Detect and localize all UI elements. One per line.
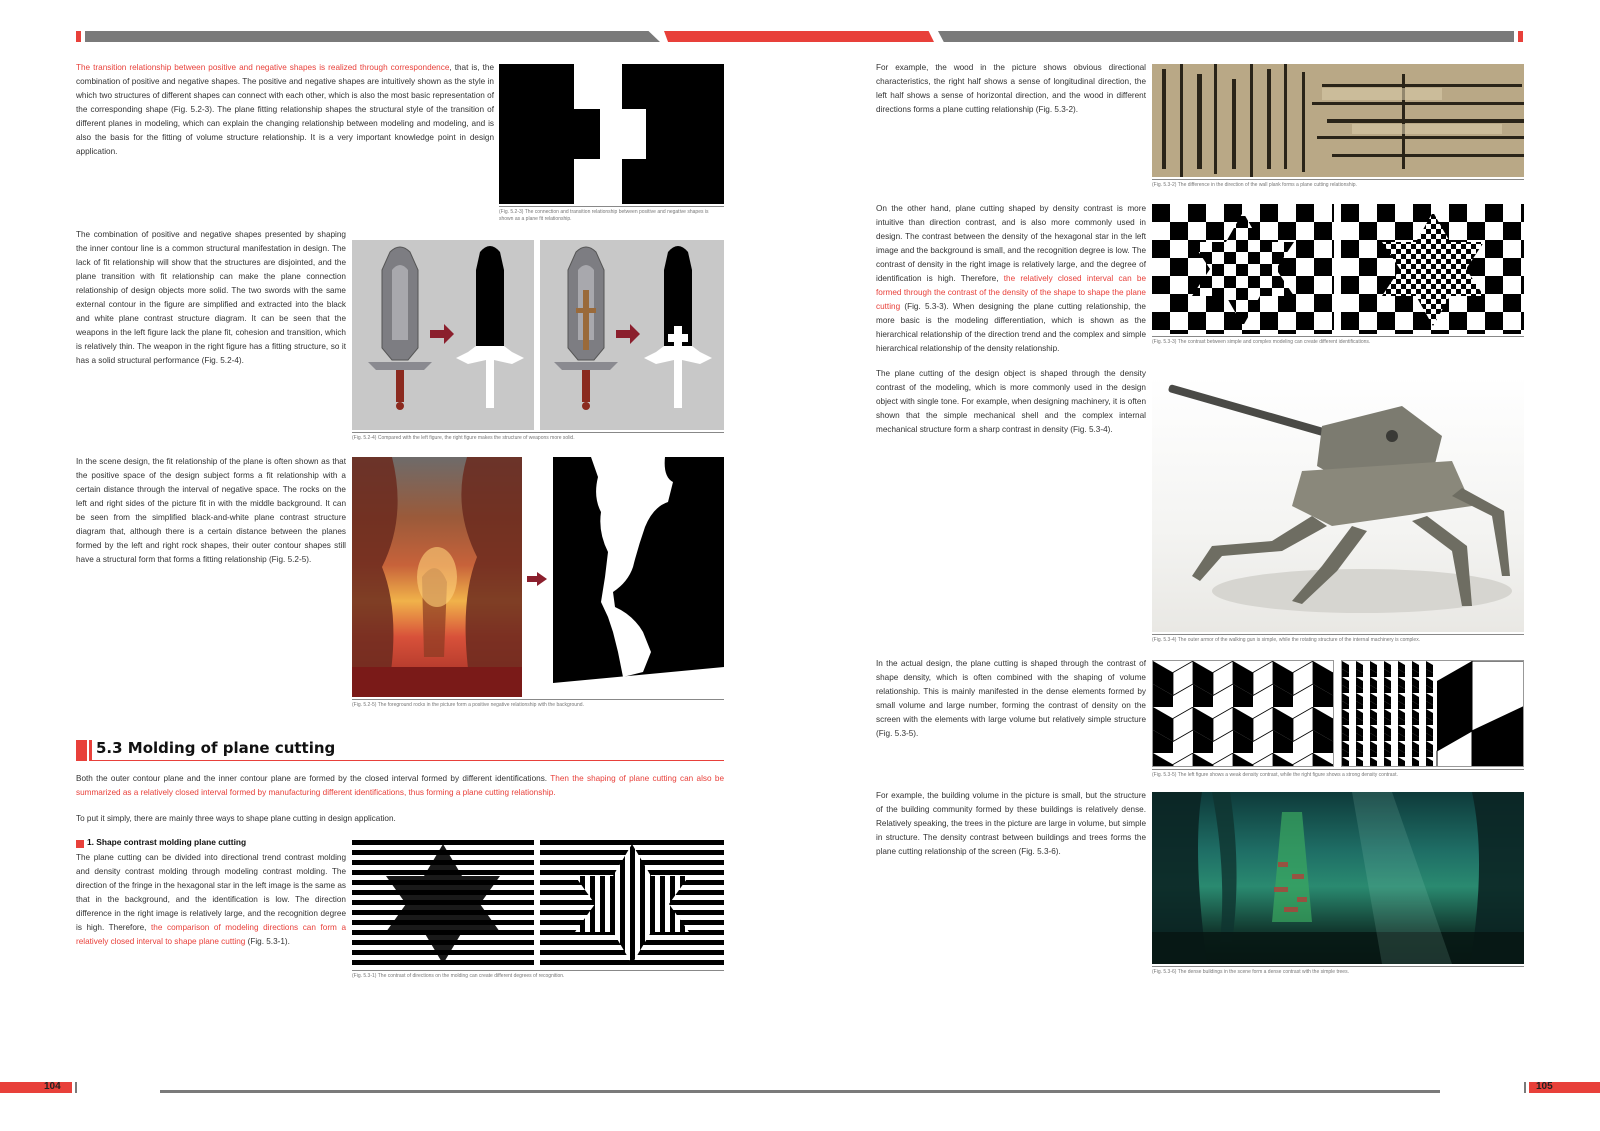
cubes-weak-density	[1153, 661, 1334, 767]
left-paragraph-5: To put it simply, there are mainly three ways to shape plane cutting in design application.	[76, 814, 396, 823]
top-bar-gray-left	[85, 31, 660, 42]
left-p6-end: (Fig. 5.3-1).	[245, 937, 290, 946]
walking-gun-mech-image	[1152, 376, 1524, 632]
canyon-scene-image	[352, 457, 522, 697]
figure-5-3-1-right	[540, 840, 724, 968]
right-paragraph-4: In the actual design, the plane cutting is shaped through the contrast of shape density, which is often combined with the shaping of volume relationship. This is mainly manifested in the dense elements formed by small volume and large number, forming the contrast of density on the screen with the elements with large volume but relatively simple structure (Fig. 5.3-5).	[876, 659, 1146, 738]
right-paragraph-1: For example, the wood in the picture shows obvious directional characteristics, the right half shows a sense of longitudinal direction, the left half shows a sense of horizontal direction, and the wood in different directions forms a plane cutting relationship (Fig. 5.3-2).	[876, 63, 1146, 114]
left-p1-body: , that is, the combination of positive and negative shapes. The positive and negative shapes are intuitively shown as the style in which two structures of different shapes can connect with each other, which is also the most basic representation of the corresponding shape (Fig. 5.2-3). The plane fitting relationship shapes the structural style of the transition of different planes in modeling, which can explain the changing relationship between modeling and modeling, and is also the basis for the fitting of volume structure relationship. It is a very important knowledge point in design application.	[76, 63, 494, 156]
figure-5-3-3-right	[1341, 204, 1524, 334]
red-arrow-icon	[527, 572, 547, 586]
right-paragraph-2	[876, 202, 1146, 356]
caption-5-2-5: (Fig. 5.2-5) The foreground rocks in the picture form a positive negative relationship with the background.	[352, 699, 724, 709]
right-paragraph-3: The plane cutting of the design object is shaped through the density contrast of the modeling, which is more commonly used in the design object with single tone. For example, when designing machinery, it is often shown that the simple mechanical shell and the complex internal mechanical structure form a sharp contrast in density (Fig. 5.3-4).	[876, 369, 1146, 434]
figure-5-3-5-right	[1341, 660, 1524, 767]
top-bar-gray-right	[938, 31, 1514, 42]
caption-5-3-2: (Fig. 5.3-2) The difference in the direction of the wall plank forms a plane cutting relationship.	[1152, 179, 1524, 189]
figure-5-3-4	[1152, 376, 1524, 632]
caption-5-3-1: (Fig. 5.3-1) The contrast of directions on the molding can create different degrees of recognition.	[352, 970, 724, 980]
footer-divider-right	[1524, 1082, 1526, 1093]
figure-5-3-6	[1152, 792, 1524, 964]
left-p1-highlight: The transition relationship between positive and negative shapes is realized through correspondence	[76, 63, 450, 72]
red-arrow-icon	[430, 324, 454, 344]
figure-5-2-5-diagram	[553, 457, 724, 697]
top-bar-red-center	[664, 31, 934, 42]
caption-5-3-5: (Fig. 5.3-5) The left figure shows a weak density contrast, while the right figure shows a strong density contrast.	[1152, 769, 1524, 779]
caption-5-3-3: (Fig. 5.3-3) The contrast between simple and complex modeling can create different identifications.	[1152, 336, 1524, 346]
section-marker-icon	[76, 740, 87, 761]
right-paragraph-5: For example, the building volume in the picture is small, but the structure of the building community formed by these buildings is relatively dense. Relatively speaking, the trees in the picture are large in volume, but simple in structure. The density contrast between buildings and trees forms the plane cutting relationship of the screen (Fig. 5.3-6).	[876, 791, 1146, 856]
cubes-strong-density	[1342, 661, 1524, 767]
left-paragraph-3: In the scene design, the fit relationship of the plane is often shown as that the positive space of the design subject forms a fit relationship with a certain distance through the interval of negative space. The rocks on the left and right sides of the picture fit in with the middle background. It can be seen from the simplified black-and-white plane contrast structure diagram that, although there is a certain distance between the planes formed by the left and right rock shapes, their outer contour shapes still have a structural form that forms a fitting relationship (Fig. 5.2-5).	[76, 457, 346, 564]
figure-5-3-1-left	[352, 840, 534, 968]
section-marker-icon	[89, 740, 92, 761]
top-bar-right-accent	[1518, 31, 1523, 42]
right-p2-body: On the other hand, plane cutting shaped by density contrast is more intuitive than direction contrast, and is also more commonly used in design. The contrast between the density of the hexagonal star in the left image and the background is small, and the recognition degree is low. The contrast of density in the right image is relatively large, and the degree of identification is high. Therefore,	[876, 204, 1146, 283]
page-number-right: 105	[1536, 1081, 1553, 1092]
caption-5-3-6: (Fig. 5.3-6) The dense buildings in the scene form a dense contrast with the simple trees.	[1152, 966, 1524, 976]
figure-5-3-2	[1152, 64, 1524, 177]
left-p4-body: Both the outer contour plane and the inner contour plane are formed by the closed interval formed by different identifications.	[76, 774, 551, 783]
right-p2-highlight: the relatively closed interval can be formed through the contrast of the density of the shape to shape the plane cutting	[876, 274, 1147, 311]
page-number-left: 104	[44, 1081, 61, 1092]
figure-5-2-4-right	[540, 240, 724, 430]
checker-star-strong-contrast	[1341, 204, 1524, 334]
left-p6-highlight: the comparison of modeling directions can form a relatively closed interval to shape plane cutting	[76, 923, 346, 946]
heading-underline	[92, 760, 724, 761]
section-marker-icon	[76, 840, 84, 848]
footer-divider-left	[75, 1082, 77, 1093]
left-paragraph-4	[76, 772, 724, 800]
striped-star-different-direction	[540, 840, 724, 968]
figure-5-2-5-painting	[352, 457, 522, 697]
sword-comparison-right-image	[540, 240, 724, 430]
figure-5-2-3	[499, 64, 724, 204]
caption-5-3-4: (Fig. 5.3-4) The outer armor of the walking gun is simple, while the rotating structure of the internal machinery is complex.	[1152, 634, 1524, 644]
footer-gray-line	[160, 1090, 1440, 1093]
left-paragraph-1	[76, 61, 494, 159]
caption-5-2-4: (Fig. 5.2-4) Compared with the left figure, the right figure makes the structure of weapons more solid.	[352, 432, 724, 442]
footer-bar-left	[0, 1082, 72, 1093]
positive-negative-shapes-image	[499, 64, 724, 204]
figure-5-2-4-left	[352, 240, 534, 430]
subheading-1: 1. Shape contrast molding plane cutting	[87, 837, 247, 847]
figure-5-3-3-left	[1152, 204, 1334, 334]
red-arrow-icon	[616, 324, 640, 344]
checker-star-weak-contrast	[1152, 204, 1334, 334]
left-paragraph-2: The combination of positive and negative shapes presented by shaping the inner contour line is a common structural manifestation in design. The lack of fit relationship will show that the structures are disjointed, and the plane transition with fit relationship can make the plane connection relationship of design objects more solid. The two swords with the same external contour in the figure are simplified and extracted into the black and white plane contrast structure diagram. It can be seen that the weapons in the left figure lack the plane fit, cohesion and transition, which is relatively thin. The weapon in the right figure has a fitting structure, so it has a solid structural performance (Fig. 5.2-4).	[76, 230, 346, 365]
caption-5-2-3: (Fig. 5.2-3) The connection and transition relationship between positive and negative shapes is shown as a plane fit relationship.	[499, 206, 724, 223]
top-bar-left-accent	[76, 31, 81, 42]
wood-planks-image	[1152, 64, 1524, 177]
section-heading: 5.3 Molding of plane cutting	[96, 739, 336, 757]
left-p6-body: The plane cutting can be divided into directional trend contrast molding and density contrast molding through modeling contrast molding. The direction of the fringe in the hexagonal star in the left image is the same as that in the background, and the identification is low. The direction difference in the right image is relatively large, and the recognition degree is high. Therefore,	[76, 853, 346, 932]
striped-star-same-direction	[352, 840, 534, 968]
forest-buildings-image	[1152, 792, 1524, 964]
canyon-contrast-diagram	[553, 457, 724, 697]
figure-5-3-5-left	[1152, 660, 1334, 767]
left-p4-highlight: Then the shaping of plane cutting can also be summarized as a relatively closed interval formed by manufacturing different identifications, thus forming a plane cutting relationship.	[76, 774, 724, 797]
right-p2-end: (Fig. 5.3-3). When designing the plane cutting relationship, the more basic is the modeling differentiation, which is shown as the hierarchical relationship of the direction trend and the complex and simple hierarchical relationship of the density relationship.	[876, 302, 1146, 353]
left-paragraph-6	[76, 851, 346, 949]
sword-comparison-left-image	[352, 240, 534, 430]
